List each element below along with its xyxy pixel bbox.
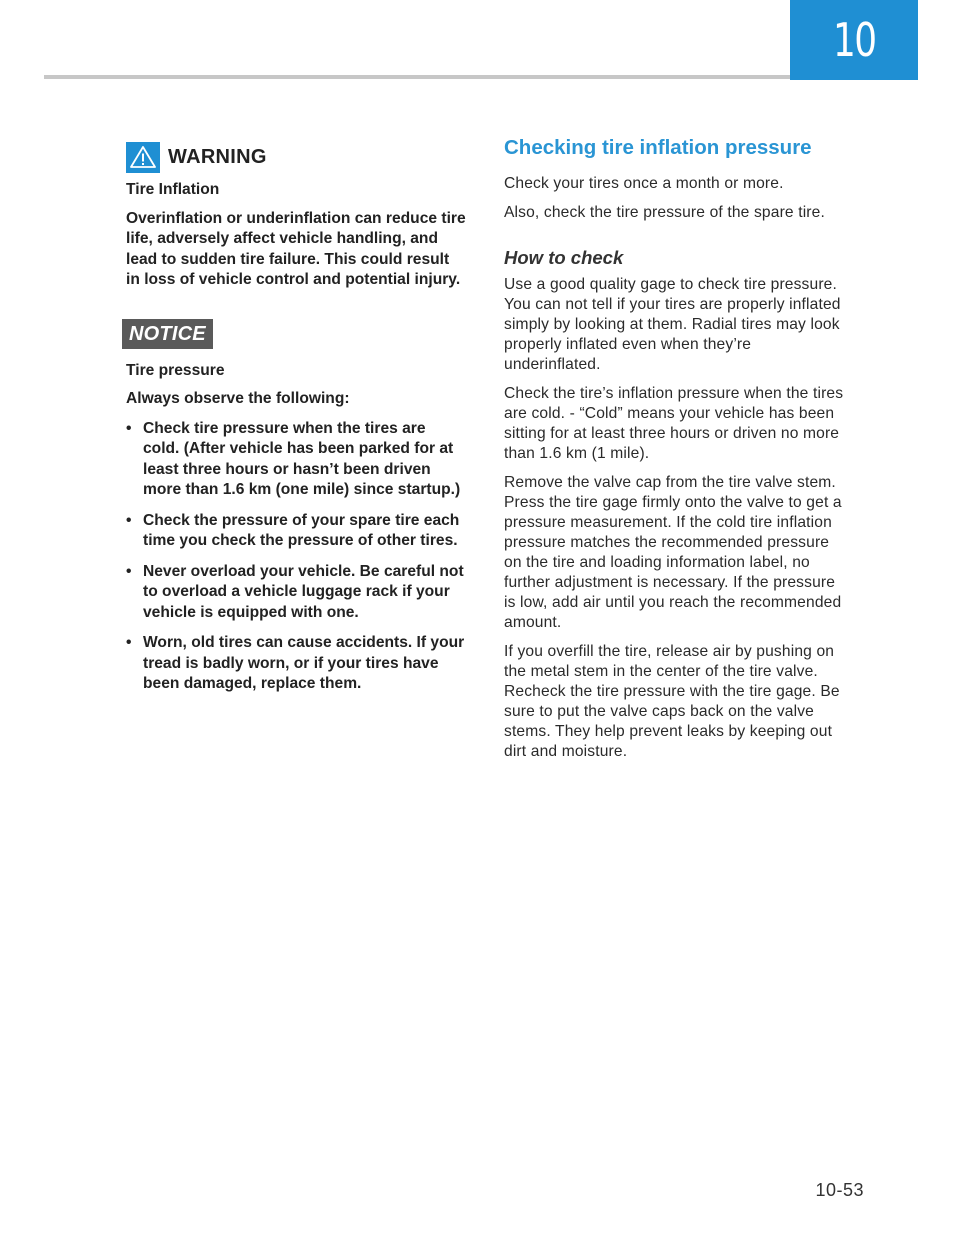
warning-body: Overinflation or underinflation can reduce tire life, adversely affect vehicle handling, and lead to sudden tire failure. This could result in loss of vehicle control and potential injury. [126,209,466,288]
notice-intro: Always observe the following: [126,390,350,407]
warning-header [126,140,466,174]
list-item: • Worn, old tires can cause accidents. If your tread is badly worn, or if your tires have been damaged, replace them. [126,633,466,695]
subsection-paragraph: Use a good quality gage to check tire pressure. You can not tell if your tires are properly inflated simply by looking at them. Radial tires may look properly inflated even when they’re underinflated. [504,276,841,373]
list-item: • Never overload your vehicle. Be careful not to overload a vehicle luggage rack if your vehicle is equipped with one. [126,562,466,624]
left-column [126,140,466,705]
subsection-paragraph: Remove the valve cap from the tire valve stem. Press the tire gage firmly onto the valve to get a pressure measurement. If the cold tire inflation pressure matches the recommended pressure on the tire and loading information label, no further adjustment is necessary. If the pressure is low, add air until you reach the recommended amount. [504,474,842,631]
notice-list [126,419,466,695]
list-item: • Check the pressure of your spare tire each time you check the pressure of other tires. [126,511,466,552]
subsection-paragraph: If you overfill the tire, release air by pushing on the metal stem in the center of the tire valve. Recheck the tire pressure with the tire gage. Be sure to put the valve caps back on the valve stems. They help prevent leaks by keeping out dirt and moisture. [504,643,840,760]
list-item: • Check tire pressure when the tires are cold. (After vehicle has been parked for at least three hours or hasn’t been driven more than 1.6 km (one mile) since startup.) [126,419,466,501]
right-column [504,136,850,771]
notice-subtitle: Tire pressure [126,361,225,379]
warning-subtitle: Tire Inflation [126,181,220,198]
subsection-title: How to check [504,247,624,268]
subsection-paragraph: Check the tire’s inflation pressure when the tires are cold. - “Cold” means your vehicle has been sitting for at least three hours or driven no more than 1.6 km (1 mile). [504,385,844,462]
section-paragraph: Check your tires once a month or more. [504,175,784,192]
page-number: 10-53 [815,1180,864,1200]
chapter-number: 10 [832,13,876,67]
notice-badge: NOTICE [122,319,213,349]
section-paragraph: Also, check the tire pressure of the spare tire. [504,204,825,221]
header-rule [44,75,790,79]
section-title: Checking tire inflation pressure [504,136,812,159]
warning-label: WARNING [168,145,267,168]
chapter-tab [790,0,918,80]
warning-icon [126,142,160,173]
